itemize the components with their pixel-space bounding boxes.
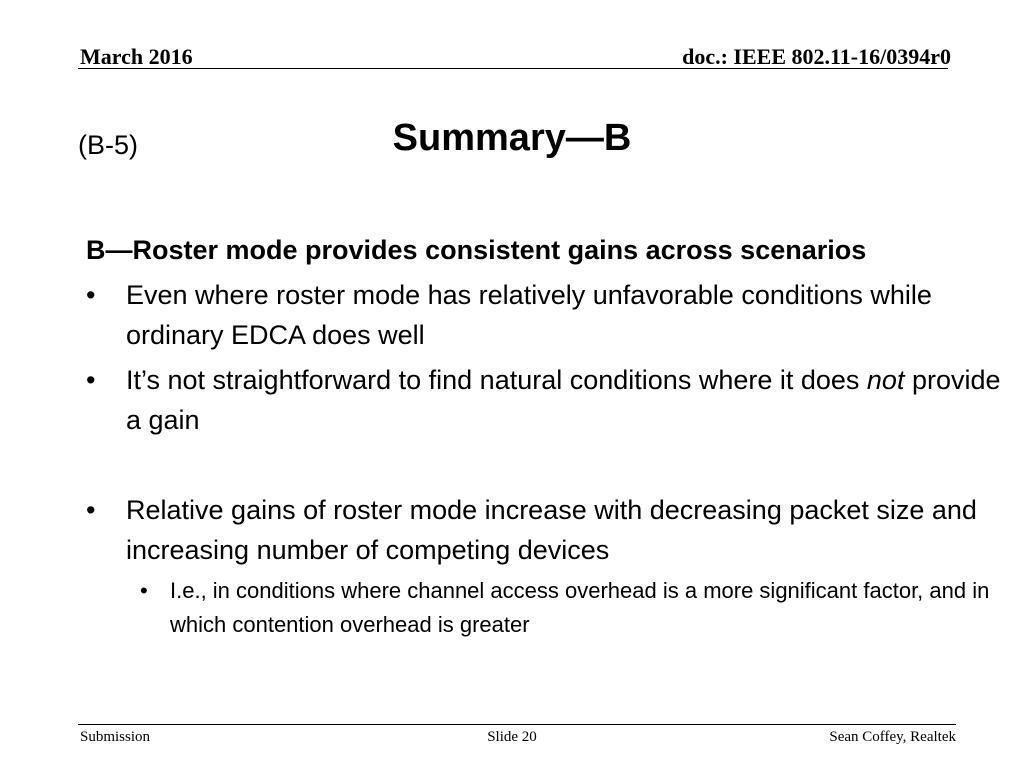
footer-author: Sean Coffey, Realtek [829, 729, 956, 745]
sub-bullet-glyph: • [140, 578, 148, 603]
sub-bullet-item [126, 574, 1016, 642]
footer-divider [78, 724, 956, 725]
bullet-emphasis: not [866, 365, 905, 395]
bullet-text: It’s not straightforward to find natural conditions where it does [126, 365, 867, 395]
lead-statement: B—Roster mode provides consistent gains across scenarios [86, 235, 867, 265]
header-date: March 2016 [80, 44, 193, 69]
bullet-glyph: • [86, 495, 96, 525]
bullet-item [86, 360, 1016, 440]
bullet-item [86, 490, 1016, 642]
bullet-text: provide a gain [126, 365, 1001, 435]
header-doc-id: doc.: IEEE 802.11-16/0394r0 [682, 44, 951, 69]
slide-title: Summary—B [392, 117, 632, 159]
sub-bullet-text: I.e., in conditions where channel access overhead is a more significant factor, and in which contention overhead is greater [170, 578, 990, 637]
slide-body [86, 230, 1016, 642]
footer-slide-number: Slide 20 [487, 729, 537, 745]
bullet-text: Relative gains of roster mode increase with decreasing packet size and increasing number of competing devices [126, 495, 977, 565]
bullet-glyph: • [86, 365, 96, 395]
bullet-text: Even where roster mode has relatively unfavorable conditions while ordinary EDCA does well [126, 280, 932, 350]
bullet-item [86, 275, 1016, 355]
slide-id-label: (B-5) [78, 130, 138, 160]
sub-bullet-list [126, 574, 1016, 642]
footer-submission: Submission [80, 729, 151, 745]
bullet-glyph: • [86, 280, 96, 310]
header-divider [78, 68, 948, 69]
bullet-list [86, 275, 1016, 642]
